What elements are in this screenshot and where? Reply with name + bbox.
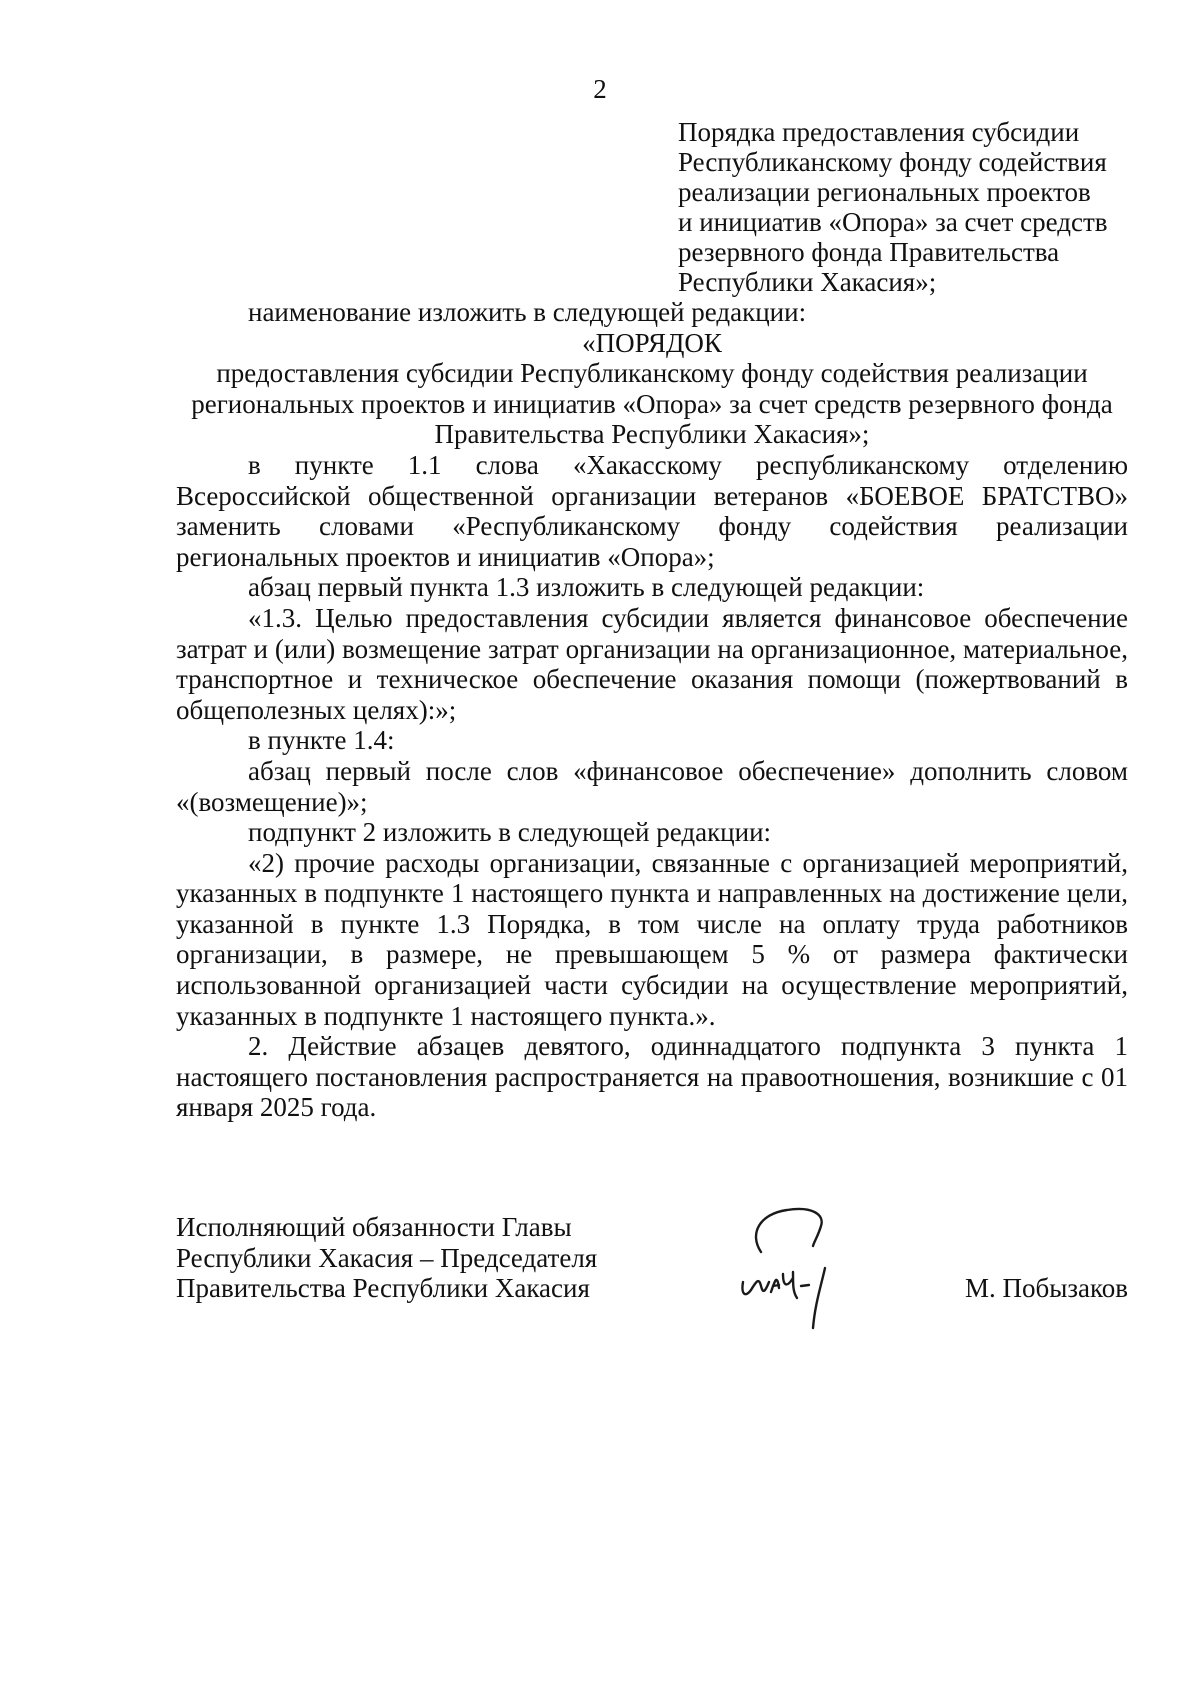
paragraph-effective-date: 2. Действие абзацев девятого, одиннадцатого подпункта 3 пункта 1 настоящего постановления распространяется на правоотношения, возникшие с 01 января 2025 года.: [176, 1031, 1128, 1123]
procedure-title: «ПОРЯДОК: [582, 327, 722, 358]
paragraph-point-1-3-intro: абзац первый пункта 1.3 изложить в следующей редакции:: [248, 572, 925, 603]
signer-position-line: Исполняющий обязанности Главы: [176, 1212, 572, 1242]
signer-position: [176, 1212, 597, 1304]
paragraph-point-1-3-text: «1.3. Целью предоставления субсидии является финансовое обеспечение затрат и (или) возмещение затрат организации на организационное, материальное, транспортное и техническое обеспечение оказания помощи (пожертвований в общеполезных целях):»;: [176, 602, 1128, 725]
header-line: реализации региональных проектов: [678, 177, 1091, 207]
handwritten-signature: [721, 1194, 851, 1354]
header-line: Порядка предоставления субсидии: [678, 117, 1080, 147]
procedure-title-subtitle: предоставления субсидии Республиканскому фонду содействия реализации региональных проектов и инициатив «Опора» за счет средств резервного фонда Правительства Республики Хакасия»;: [191, 358, 1113, 450]
header-line: Республики Хакасия»;: [678, 267, 937, 297]
page-number: 2: [593, 74, 607, 104]
paragraph-point-1-1: в пункте 1.1 слова «Хакасскому республиканскому отделению Всероссийской общественной организации ветеранов «БОЕВОЕ БРАТСТВО» заменить словами «Республиканскому фонду содействия реализации региональных проектов и инициатив «Опора»;: [176, 449, 1128, 572]
amended-document-title-tail: [678, 117, 1148, 297]
header-line: резервного фонда Правительства: [678, 237, 1060, 267]
header-line: Республиканскому фонду содействия: [678, 147, 1107, 177]
signer-position-line: Правительства Республики Хакасия: [176, 1273, 590, 1304]
signature-block: [176, 1212, 1128, 1352]
signer-position-line: Республики Хакасия – Председателя: [176, 1242, 598, 1273]
signer-name: М. Побызаков: [964, 1273, 1128, 1303]
document-body: [176, 297, 1128, 1123]
paragraph-point-1-4-first: абзац первый после слов «финансовое обеспечение» дополнить словом «(возмещение)»;: [176, 755, 1128, 817]
paragraph-subpoint-2-intro: подпункт 2 изложить в следующей редакции:: [248, 817, 772, 848]
paragraph-name-change: наименование изложить в следующей редакции:: [248, 297, 807, 327]
paragraph-point-1-4-intro: в пункте 1.4:: [248, 725, 395, 756]
paragraph-subpoint-2-text: «2) прочие расходы организации, связанные с организацией мероприятий, указанных в подпункте 1 настоящего пункта и направленных на достижение цели, указанной в пункте 1.3 Порядка, в том числе на оплату труда работников организации, в размере, не превышающем 5 % от размера фактически использованной организацией части субсидии на осуществление мероприятий, указанных в подпункте 1 настоящего пункта.».: [176, 847, 1128, 1031]
header-line: и инициатив «Опора» за счет средств: [678, 207, 1108, 237]
